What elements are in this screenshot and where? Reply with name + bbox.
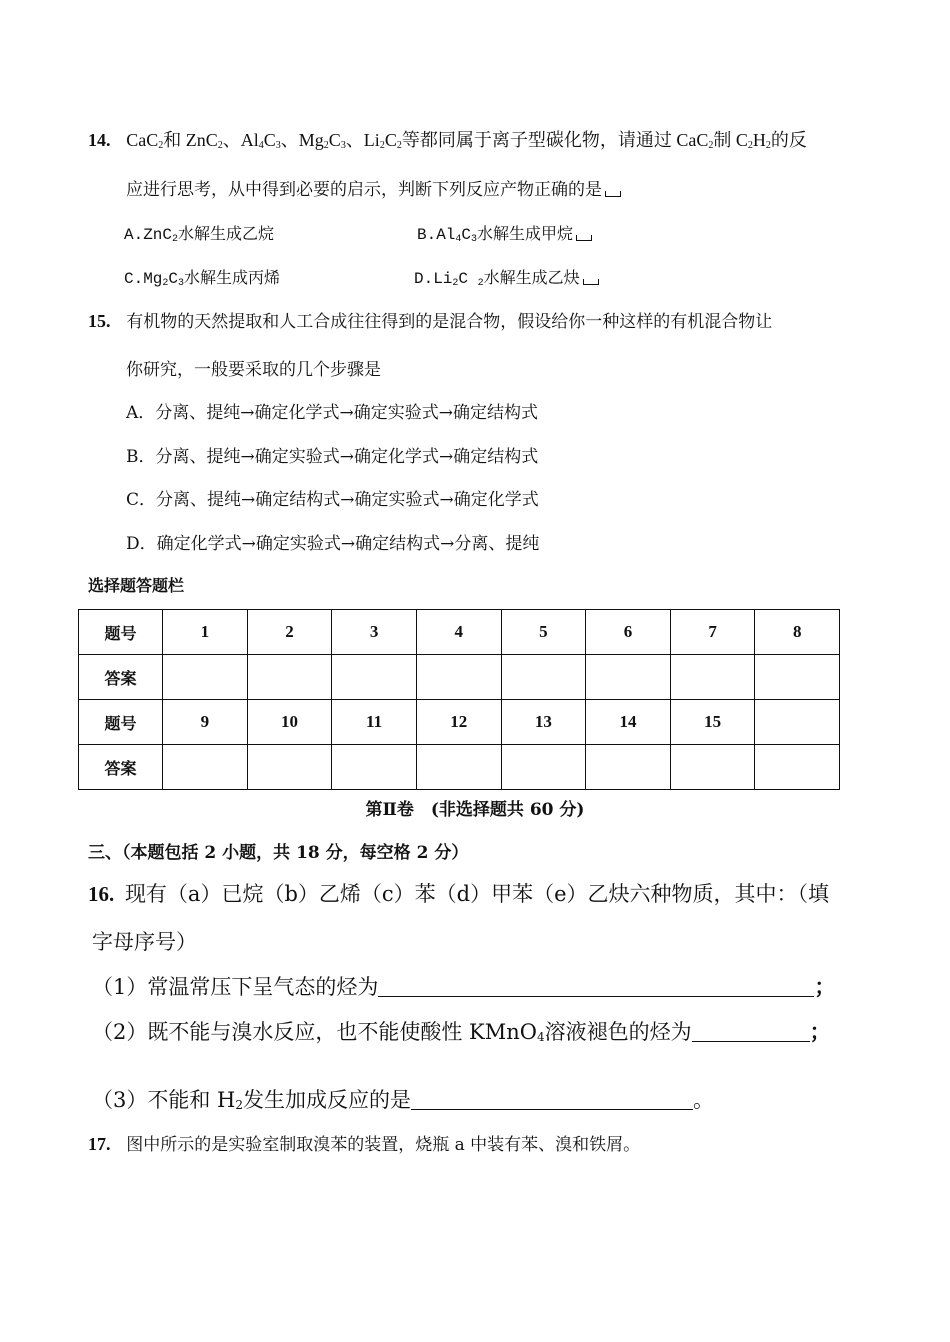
q15-option-a: A．分离、提纯→确定化学式→确定实验式→确定结构式 [126, 403, 539, 423]
table-cell [755, 700, 840, 745]
table-cell: 5 [501, 610, 586, 655]
table-cell: 1 [163, 610, 248, 655]
table-row [79, 610, 840, 655]
q15-option-b: B．分离、提纯→确定实验式→确定化学式→确定结构式 [126, 447, 539, 467]
table-header-cell: 题号 [79, 700, 163, 745]
table-header-cell: 答案 [79, 745, 163, 790]
answer-cell[interactable] [670, 655, 755, 700]
table-cell: 13 [501, 700, 586, 745]
table-cell: 15 [670, 700, 755, 745]
table-cell: 3 [332, 610, 417, 655]
answer-cell[interactable] [755, 745, 840, 790]
q16-line1: 16. 现有（a）已烷（b）乙烯（c）苯（d）甲苯（e）乙炔六种物质，其中：（填 [88, 882, 830, 906]
answer-blank[interactable] [692, 1023, 810, 1042]
answer-cell[interactable] [416, 655, 501, 700]
table-row [79, 745, 840, 790]
table-cell: 9 [163, 700, 248, 745]
q14-option-a: A.ZnC$_2$水解生成乙烷 [124, 226, 275, 245]
answer-cell[interactable] [247, 745, 332, 790]
q14-text-line1: CaC$_2$和 ZnC$_2$、$Al_4C_3$、$Mg_2C_3$、$Li_2C_2$等都同属于离子型碳化物，请通过 CaC$_2$制 $C_2H_2$的反 [126, 130, 807, 151]
table-cell: 12 [416, 700, 501, 745]
table-row [79, 700, 840, 745]
answer-table-title: 选择题答题栏 [88, 576, 185, 595]
table-cell: 8 [755, 610, 840, 655]
q15-option-d: D．确定化学式→确定实验式→确定结构式→分离、提纯 [126, 534, 540, 554]
section3-title: 三、（本题包括 2 小题，共 18 分，每空格 2 分） [88, 843, 469, 863]
answer-cell[interactable] [163, 745, 248, 790]
q15-line2: 你研究，一般要采取的几个步骤是 [126, 360, 381, 380]
answer-cell[interactable] [501, 655, 586, 700]
table-cell: 2 [247, 610, 332, 655]
answer-cell[interactable] [247, 655, 332, 700]
table-cell: 10 [247, 700, 332, 745]
answer-mark [605, 191, 621, 197]
answer-blank[interactable] [378, 978, 814, 997]
q14-option-c: $C.Mg_2C_3$水解生成丙烯 [124, 270, 281, 289]
table-cell: 6 [586, 610, 671, 655]
q14-option-b: $B.Al_4C_3$水解生成甲烷 [417, 221, 592, 244]
q15-option-c: C．分离、提纯→确定结构式→确定实验式→确定化学式 [126, 490, 539, 510]
answer-cell[interactable] [586, 655, 671, 700]
q14-line2: 应进行思考，从中得到必要的启示，判断下列反应产物正确的是 [126, 175, 621, 200]
q16-line2: 字母序号） [92, 930, 197, 954]
answer-cell[interactable] [755, 655, 840, 700]
q16-number: 16. [88, 882, 115, 906]
table-cell: 14 [586, 700, 671, 745]
table-header-cell: 题号 [79, 610, 163, 655]
q17-line: 17. 图中所示的是实验室制取溴苯的装置，烧瓶 a 中装有苯、溴和铁屑。 [88, 1134, 641, 1155]
table-row [79, 655, 840, 700]
answer-cell[interactable] [163, 655, 248, 700]
answer-cell[interactable] [586, 745, 671, 790]
q17-number: 17. [88, 1134, 111, 1154]
answer-cell[interactable] [670, 745, 755, 790]
q14-line1 [88, 126, 807, 152]
answer-mark [576, 235, 592, 241]
answer-table [78, 609, 840, 790]
answer-cell[interactable] [332, 655, 417, 700]
answer-mark [583, 279, 599, 285]
answer-cell[interactable] [332, 745, 417, 790]
q14-number: 14. [88, 130, 111, 150]
answer-cell[interactable] [501, 745, 586, 790]
table-header-cell: 答案 [79, 655, 163, 700]
table-cell: 4 [416, 610, 501, 655]
q14-option-d: $D.Li_2C$ $_2$水解生成乙炔 [414, 265, 599, 288]
q16-sub2: （2）既不能与溴水反应，也不能使酸性 KMnO$_4$溶液褪色的烃为 ； [92, 1019, 831, 1044]
q16-sub3: （3）不能和 $H_2$发生加成反应的是 。 [92, 1088, 714, 1112]
q15-number: 15. [88, 311, 111, 331]
answer-cell[interactable] [416, 745, 501, 790]
table-cell: 11 [332, 700, 417, 745]
q15-line1: 15. 有机物的天然提取和人工合成往往得到的是混合物，假设给你一种这样的有机混合物让 [88, 311, 773, 332]
part2-title: 第Ⅱ卷 (非选择题共 60 分) [365, 800, 585, 820]
q16-sub1: （1）常温常压下呈气态的烃为 ； [92, 974, 836, 999]
table-cell: 7 [670, 610, 755, 655]
answer-blank[interactable] [411, 1091, 693, 1110]
